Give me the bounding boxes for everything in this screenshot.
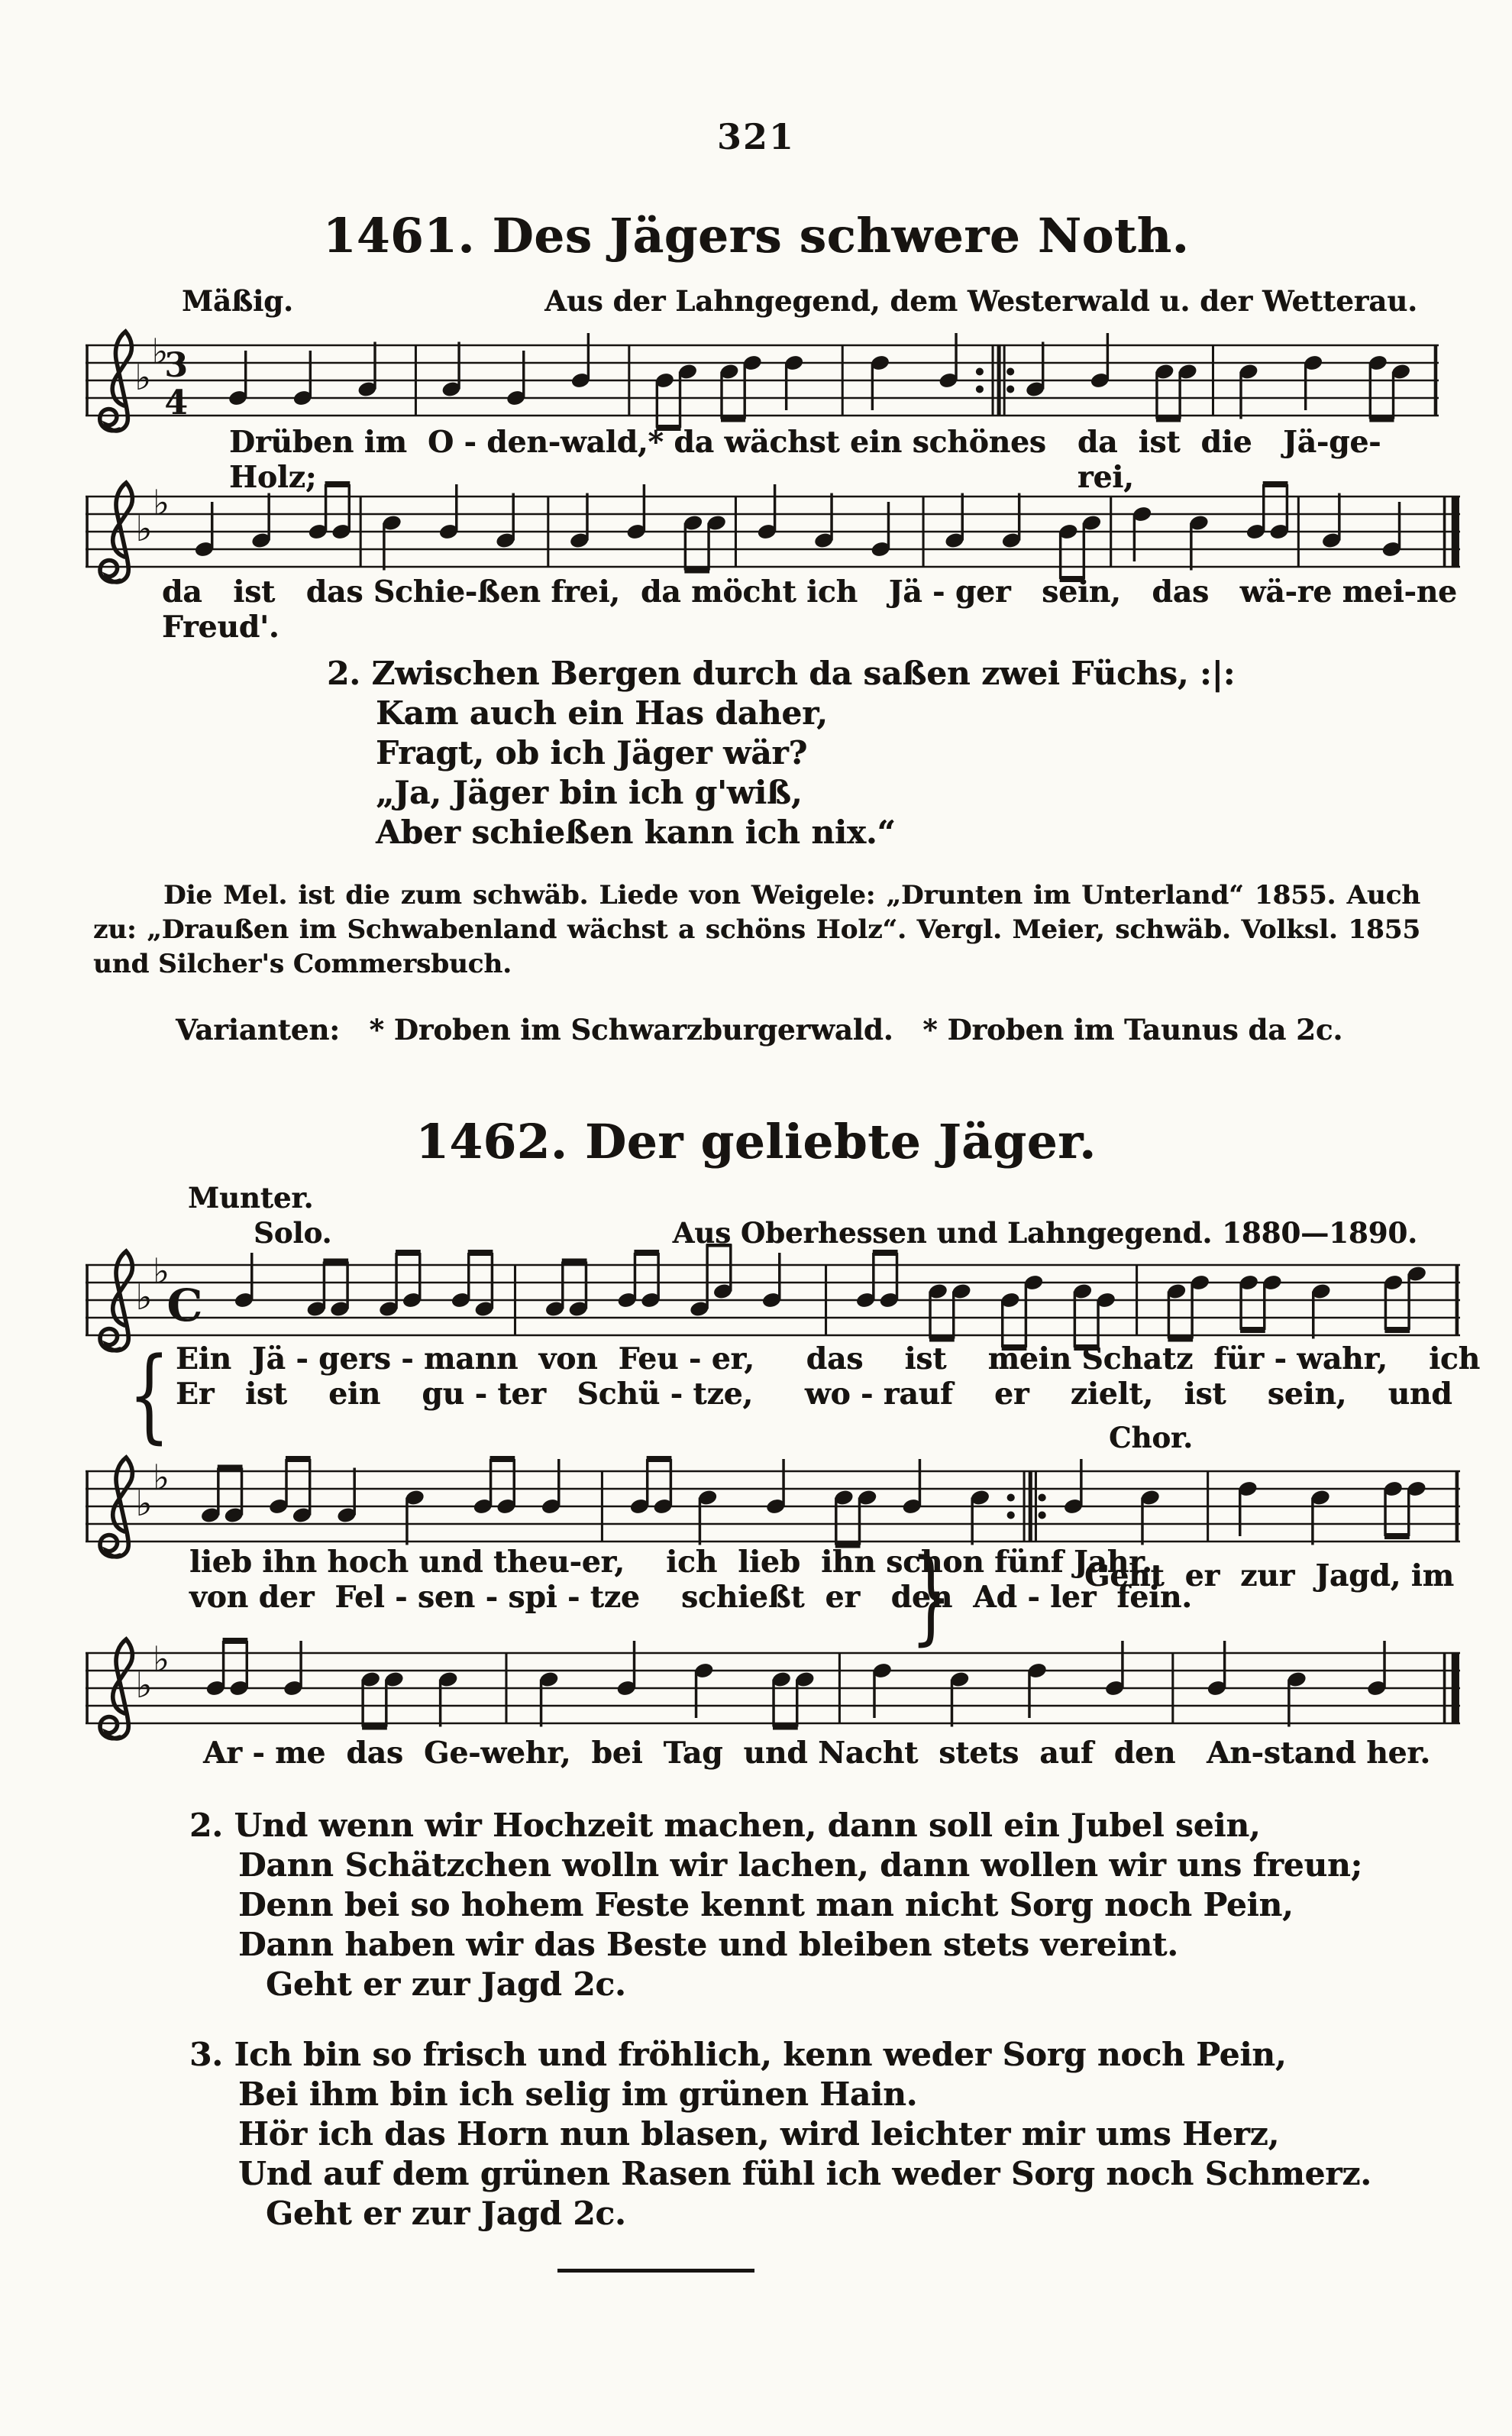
source-attribution-1461: Aus der Lahngegend, dem Westerwald u. der Wetterau.	[544, 284, 1417, 318]
verse-1461-2	[327, 654, 1235, 852]
lyrics-1462-line1-verse2: Er ist ein gu - ter Schü - tze, wo - rauf er zielt, ist sein, und	[176, 1377, 1452, 1412]
svg-text:♭: ♭	[135, 1483, 153, 1524]
verse-1462-2	[189, 1806, 1362, 2004]
song-1462-title: 1462. Der geliebte Jäger.	[415, 1114, 1097, 1169]
lyrics-1462-line2-verse2: von der Fel - sen - spi - tze schießt er den Ad - ler fein.	[189, 1580, 1192, 1615]
lyrics-segment: Drüben im O - den-wald,* da wächst ein schönes Holz;	[229, 425, 1057, 495]
solo-label-1462: Solo.	[254, 1216, 332, 1250]
section-divider-rule	[557, 2269, 754, 2273]
melody-footnote-1461: Die Mel. ist die zum schwäb. Liede von Weigele: „Drunten im Unterland“ 1855. Auch zu: „Draußen im Schwabenland wächst a schöns Holz“. Vergl. Meier, schwäb. Volksl. 1855 und Silcher's Commersbuch.	[93, 880, 1420, 979]
verse-line: Bei ihm bin ich selig im grünen Hain.	[238, 2075, 918, 2113]
chorus-label-1462: Chor.	[1109, 1421, 1194, 1454]
verse-line: Kam auch ein Has daher,	[376, 694, 828, 732]
verse-1462-3	[189, 2035, 1371, 2234]
verse-line: Dann haben wir das Beste und bleiben stets vereint.	[238, 1926, 1178, 1963]
svg-text:♭: ♭	[152, 1250, 170, 1292]
lyrics-1462-line3: Ar - me das Ge-wehr, bei Tag und Nacht stets auf den An-stand her.	[203, 1736, 1430, 1771]
verse-refrain-line: Geht er zur Jagd 2c.	[266, 2195, 626, 2232]
lyrics-1462-line1-verse1: Ein Jä - gers - mann von Feu - er, das ist mein Schatz für - wahr, ich	[176, 1341, 1481, 1377]
staff-svg-staff-1461-line1	[86, 324, 1439, 438]
lyrics-close-brace: }	[910, 1538, 952, 1657]
svg-text:4: 4	[164, 383, 189, 422]
verse-line: Dann Schätzchen wolln wir lachen, dann wollen wir uns freun;	[238, 1846, 1363, 1884]
verse-line: Und auf dem grünen Rasen fühl ich weder Sorg noch Schmerz.	[238, 2155, 1371, 2192]
variants-note-1461: Varianten: * Droben im Schwarzburgerwald. * Droben im Taunus da 2c.	[176, 1013, 1343, 1047]
verse-line: Aber schießen kann ich nix.“	[376, 814, 896, 851]
verse-line: Fragt, ob ich Jäger wär?	[376, 734, 808, 772]
music-staff-1461-line2	[86, 475, 1460, 590]
source-attribution-1462: Aus Oberhessen und Lahngegend. 1880—1890.	[672, 1216, 1417, 1250]
lyrics-segment: da ist die Jä-ge-rei,	[1077, 425, 1381, 495]
staff-svg-staff-1462-line3	[86, 1632, 1460, 1746]
page-number: 321	[716, 116, 796, 157]
svg-text:♭: ♭	[134, 357, 152, 398]
lyrics-1461-line2: da ist das Schie-ßen frei, da möcht ich Jä - ger sein, das wä-re mei-ne Freud'.	[162, 574, 1488, 645]
tempo-marking-1462: Munter.	[188, 1181, 314, 1215]
svg-text:♭: ♭	[152, 1457, 170, 1498]
song-1461-meta-row	[182, 284, 1417, 318]
svg-text:♭: ♭	[135, 1664, 153, 1706]
verse-line: Hör ich das Horn nun blasen, wird leichter mir ums Herz,	[238, 2115, 1280, 2153]
svg-text:♭: ♭	[152, 1639, 170, 1680]
svg-text:♭: ♭	[151, 331, 169, 372]
chorus-pickup-text: Geht er zur Jagd, im	[1084, 1558, 1454, 1593]
svg-text:C: C	[166, 1279, 203, 1331]
music-staff-1461-line1	[86, 324, 1439, 438]
music-staff-1462-line3	[86, 1632, 1460, 1746]
verse-line: 2. Zwischen Bergen durch da saßen zwei Füchs, :|:	[327, 655, 1236, 692]
tempo-marking-1461: Mäßig.	[182, 284, 293, 318]
verse-line: 2. Und wenn wir Hochzeit machen, dann soll ein Jubel sein,	[189, 1807, 1261, 1844]
verse-line: „Ja, Jäger bin ich g'wiß,	[376, 774, 803, 811]
svg-text:3: 3	[164, 346, 189, 385]
staff-svg-staff-1461-line2	[86, 475, 1460, 590]
lyrics-open-brace: {	[128, 1336, 170, 1455]
song-1461-title: 1461. Des Jägers schwere Noth.	[322, 208, 1190, 264]
svg-text:♭: ♭	[152, 482, 170, 523]
svg-text:♭: ♭	[135, 508, 153, 549]
verse-line: 3. Ich bin so frisch und fröhlich, kenn weder Sorg noch Pein,	[189, 2036, 1287, 2073]
svg-text:♭: ♭	[135, 1276, 153, 1318]
lyrics-1462-line2-verse1: lieb ihn hoch und theu-er, ich lieb ihn schon fünf Jahr.	[189, 1545, 1152, 1580]
verse-line: Denn bei so hohem Feste kennt man nicht Sorg noch Pein,	[238, 1886, 1294, 1923]
verse-refrain-line: Geht er zur Jagd 2c.	[266, 1965, 626, 2003]
